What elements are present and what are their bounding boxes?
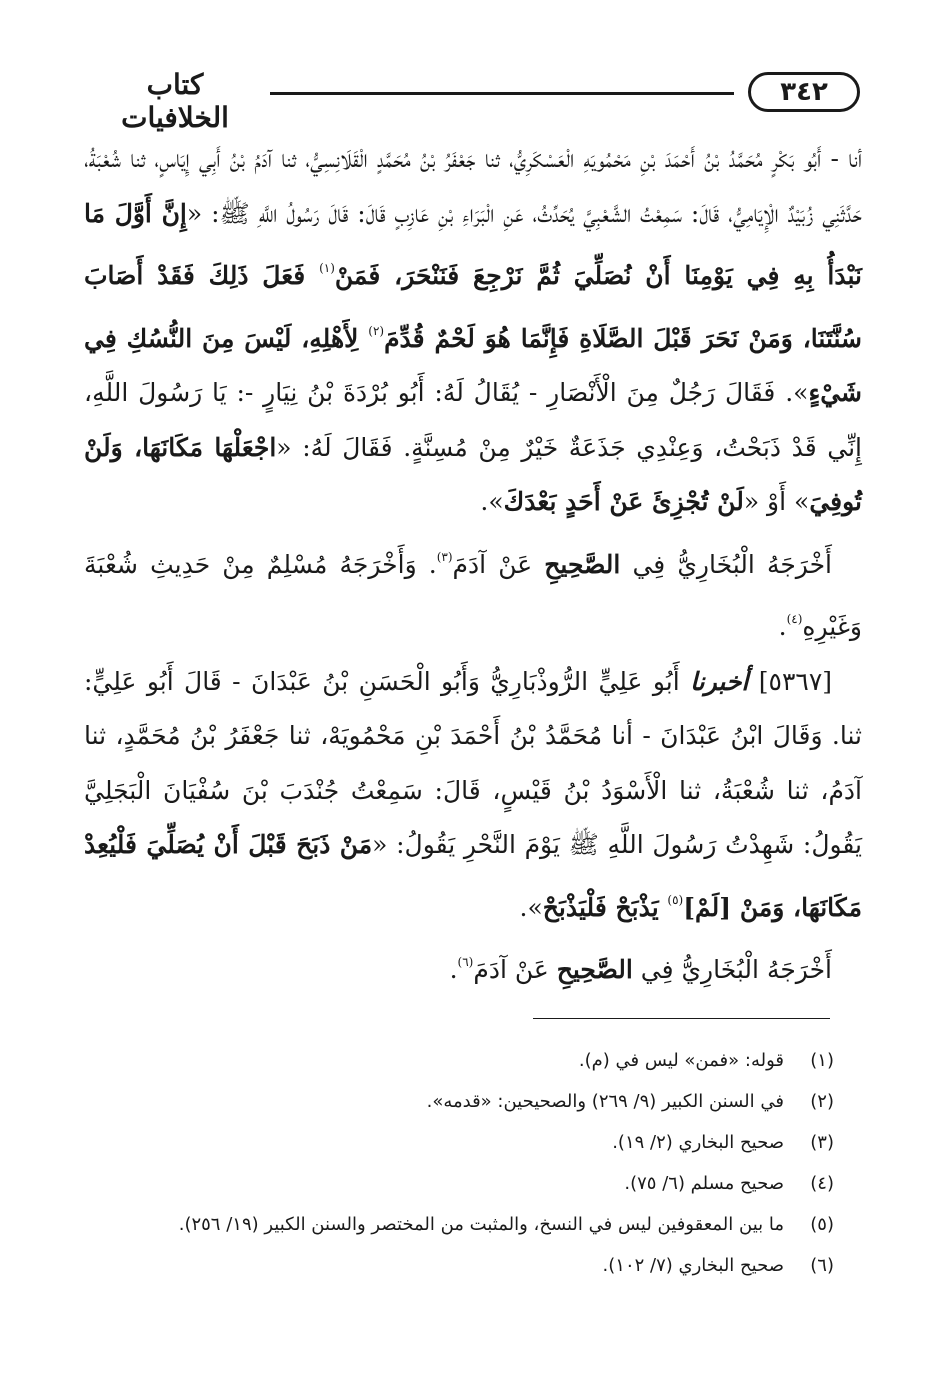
book-name: الصَّحِيحِ: [556, 955, 633, 984]
takhrij-paragraph-2: [84, 935, 862, 998]
footnote-item: [84, 1040, 834, 1081]
footnote-ref: (٤): [786, 612, 803, 626]
text-run: » أَوْ «: [743, 487, 810, 516]
footnote-separator: [533, 1018, 830, 1019]
takhrij-paragraph-1: [84, 530, 862, 655]
book-name: الصَّحِيحِ: [544, 549, 621, 579]
page-number: ٣٤٢: [748, 72, 860, 112]
text-run: ». فَقَالَ رَجُلٌ مِنَ الْأَنْصَارِ - يُقَالُ لَهُ: أَبُو بُرْدَةَ بْنُ نِيَارٍ -: يَا رَسُولَ اللَّهِ، إِنِّي قَدْ ذَبَحْتُ، وَعِنْدِي جَذَعَةٌ خَيْرٌ مِنْ مُسِنَّةٍ. فَقَالَ لَهُ: «: [84, 378, 862, 462]
footnote-text: في السنن الكبير (٩/ ٢٦٩) والصحيحين: «قدمه».: [426, 1091, 784, 1112]
footnote-text: قوله: «فمن» ليس في (م).: [578, 1050, 784, 1071]
text-run: .: [778, 612, 787, 641]
footnote-number: (٥): [810, 1214, 834, 1235]
text-run: عَنْ آدَمَ: [473, 955, 557, 984]
footnote-number: (٦): [810, 1255, 834, 1276]
text-run: أَخْرَجَهُ الْبُخَارِيُّ فِي: [632, 955, 832, 984]
footnote-item: [84, 1204, 834, 1245]
footnote-text: ما بين المعقوفين ليس في النسخ، والمثبت من المختصر والسنن الكبير (١٩/ ٢٥٦).: [178, 1214, 784, 1235]
footnote-item: [84, 1081, 834, 1122]
text-run: .: [449, 955, 458, 984]
book-title: كتاب الخلافيات: [121, 68, 229, 134]
footnote-text: صحيح مسلم (٦/ ٧٥).: [624, 1173, 784, 1194]
footnote-ref: (٦): [457, 955, 474, 969]
akhbarana-word: أخبرنا: [690, 666, 749, 696]
text-run: ».: [480, 487, 504, 516]
footnote-text: صحيح البخاري (٧/ ١٠٢).: [602, 1255, 784, 1276]
hadith-text: اجْعَلْهَا مَكَانَهَا، وَلَنْ تُوفِيَ: [84, 432, 862, 516]
header-rule: [270, 92, 734, 95]
page-header: [90, 68, 860, 134]
hadith-text: يَذْبَحْ فَلْيَذْبَحْ: [542, 892, 668, 922]
footnote-ref: (٣): [436, 549, 453, 564]
hadith-text: لَنْ تُجْزِئَ عَنْ أَحَدٍ بَعْدَكَ: [503, 487, 744, 516]
body-text: [84, 132, 862, 998]
footnote-number: (٤): [810, 1173, 834, 1194]
footnote-ref: (٢): [368, 323, 385, 338]
footnote-number: (٢): [810, 1091, 834, 1112]
hadith-paragraph-1: [84, 132, 862, 530]
hadith-text: مَنْ ذَبَحَ قَبْلَ أَنْ يُصَلِّيَ فَلْيُعِدْ مَكَانَهَا، وَمَنْ [لَمْ]: [84, 830, 862, 922]
footnote-item: [84, 1163, 834, 1204]
text-run: أنا - أَبُو بَكْرٍ مُحَمَّدُ بْنُ أَحْمَدَ بْنِ مَحْمُويَهِ الْعَسْكَرِيُّ، ثنا جَعْفَرُ بْنُ مُحَمَّدٍ الْقَلَانِسِيُّ، ثنا آدَمُ بْنُ أَبِي إِيَاسٍ، ثنا شُعْبَةُ، حَدَّثَنِي زُبَيْدٌ الْإِيَامِيُّ، قَالَ: سَمِعْتُ الشَّعْبِيَّ يُحَدِّثُ، عَنِ الْبَرَاءِ بْنِ عَازِبٍ قَالَ: قَالَ رَسُولُ اللَّهِ ﷺ: «: [84, 144, 863, 228]
footnote-ref: (١): [319, 261, 335, 275]
text-run: عَنْ آدَمَ: [452, 549, 545, 579]
hadith-text: إِنَّ أَوَّلَ مَا نَبْدَأُ بِهِ فِي يَوْمِنَا أَنْ نُصَلِّيَ ثُمَّ نَرْجِعَ فَنَنْحَرَ، فَمَنْ: [84, 198, 862, 290]
footnote-item: [84, 1245, 834, 1286]
text-run: أَخْرَجَهُ الْبُخَارِيُّ فِي: [620, 549, 833, 579]
footnote-text: صحيح البخاري (٢/ ١٩).: [612, 1132, 784, 1153]
hadith-number: [٥٣٦٧]: [748, 666, 833, 696]
footnote-number: (٣): [810, 1132, 834, 1153]
text-run: ».: [519, 892, 543, 922]
footnote-ref: (٥): [667, 892, 684, 907]
text-run: أَبُو عَلِيٍّ الرُّوذْبَارِيُّ وَأَبُو الْحَسَنِ بْنُ عَبْدَانَ - قَالَ أَبُو عَلِيٍّ: ثنا. وَقَالَ ابْنُ عَبْدَانَ - أنا مُحَمَّدُ بْنُ أَحْمَدَ بْنِ مَحْمُويَهْ، ثنا جَعْفَرُ بْنُ مُحَمَّدٍ، ثنا آدَمُ، ثنا شُعْبَةُ، ثنا الْأَسْوَدُ بْنُ قَيْسٍ، قَالَ: سَمِعْتُ جُنْدَبَ بْنَ سُفْيَانَ الْبَجَلِيَّ يَقُولُ: شَهِدْتُ رَسُولَ اللَّهِ ﷺ يَوْمَ النَّحْرِ يَقُولُ: «: [84, 666, 862, 859]
hadith-paragraph-2: [84, 655, 862, 936]
footnote-number: (١): [810, 1050, 834, 1071]
text-run: . وَأَخْرَجَهُ مُسْلِمٌ مِنْ حَدِيثِ شُعْبَةَ وَغَيْرِهِ: [84, 549, 862, 641]
footnotes: [84, 1040, 834, 1286]
footnote-item: [84, 1122, 834, 1163]
hadith-text: لِأَهْلِهِ، لَيْسَ مِنَ النُّسُكِ فِي شَيْءٍ: [84, 323, 862, 407]
hadith-text: فَعَلَ ذَلِكَ فَقَدْ أَصَابَ سُنَّتَنَا، وَمَنْ نَحَرَ قَبْلَ الصَّلَاةِ فَإِنَّمَا هُوَ لَحْمٌ قُدِّمَ: [84, 261, 862, 353]
